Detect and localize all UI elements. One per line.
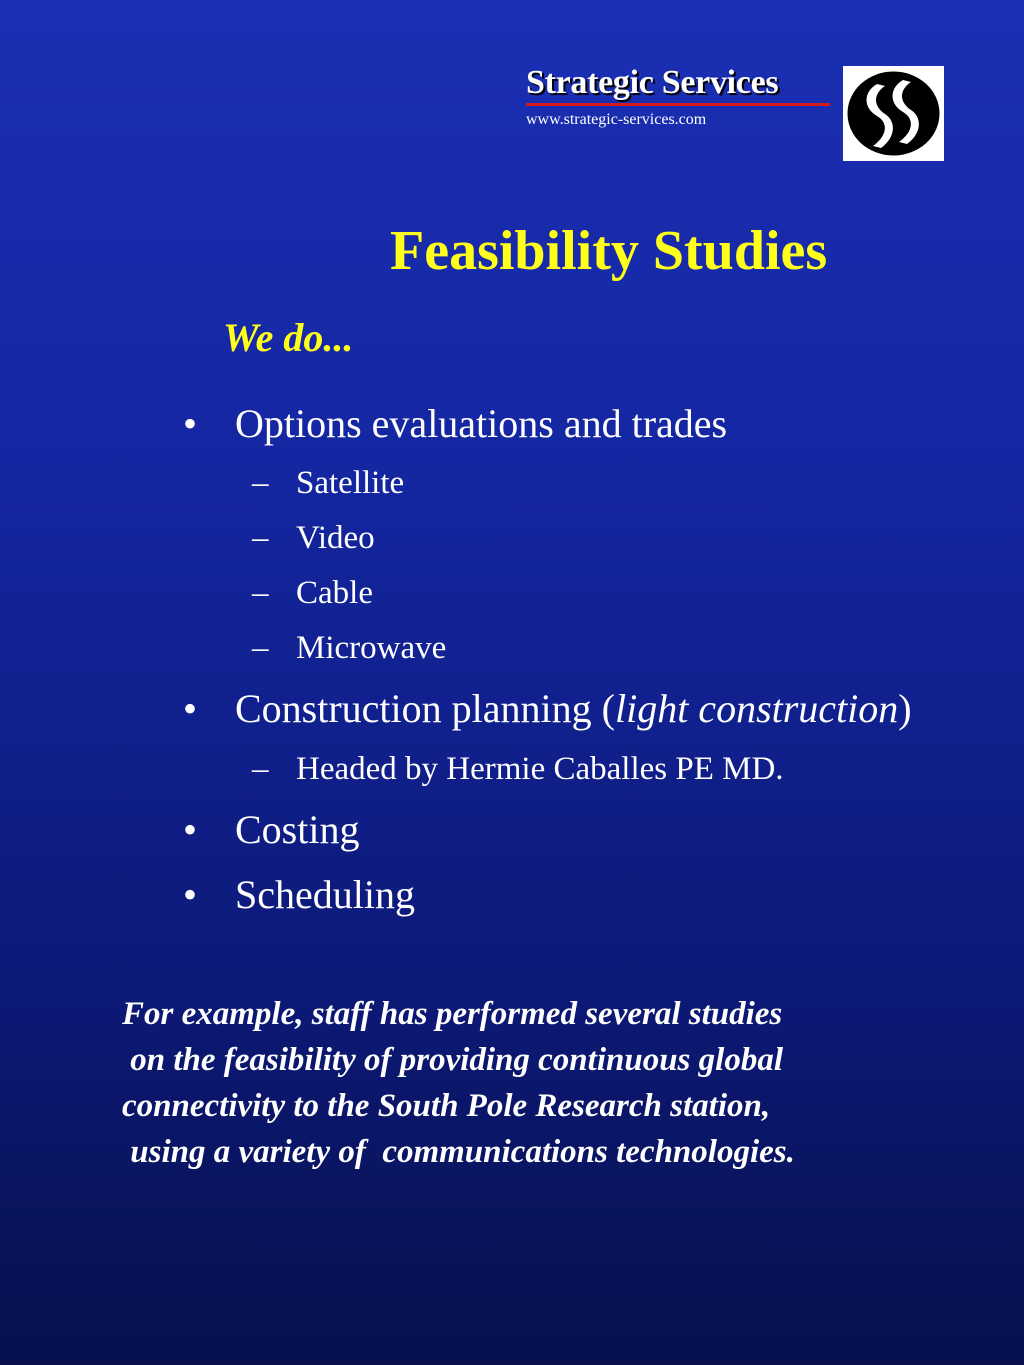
sub-bullet-text: Cable [296,575,373,611]
bullet-dot: • [183,807,198,852]
brand-name: Strategic Services [526,64,779,101]
sub-bullet-dash: – [252,751,269,787]
sub-bullet-text: Microwave [296,630,447,666]
example-line: on the feasibility of providing continuous global [122,1042,783,1078]
brand-rule [526,103,830,106]
slide-intro: We do... [223,315,354,360]
brand-block [526,64,836,130]
bullet-dot: • [183,401,198,446]
bullet-text: Costing [235,807,360,852]
slide-title: Feasibility Studies [390,220,828,282]
bullet-dot: • [183,686,198,731]
example-line: For example, staff has performed several studies [122,996,783,1032]
example-paragraph [122,991,795,1175]
bullet-text: Construction planning ( [235,686,615,731]
bullet-text-after: ) [898,686,912,731]
sub-bullet-dash: – [252,575,269,611]
ss-logo-icon [843,66,944,161]
bullet-dot: • [183,872,198,917]
example-line: connectivity to the South Pole Research station, [122,1088,771,1124]
sub-bullet-dash: – [252,520,269,556]
bullet-text: Options evaluations and trades [235,401,728,446]
sub-bullet-dash: – [252,630,269,666]
sub-bullet-text: Video [296,520,375,556]
bullet-text-group [235,681,912,737]
brand-url: www.strategic-services.com [526,111,707,128]
bullet-text: Scheduling [235,872,415,917]
sub-bullet-dash: – [252,465,269,501]
sub-bullet-text: Headed by Hermie Caballes PE MD. [296,751,784,787]
example-line: using a variety of communications technologies. [122,1134,795,1170]
bullet-text-italic: light construction [614,686,899,731]
sub-bullet-text: Satellite [296,465,405,501]
